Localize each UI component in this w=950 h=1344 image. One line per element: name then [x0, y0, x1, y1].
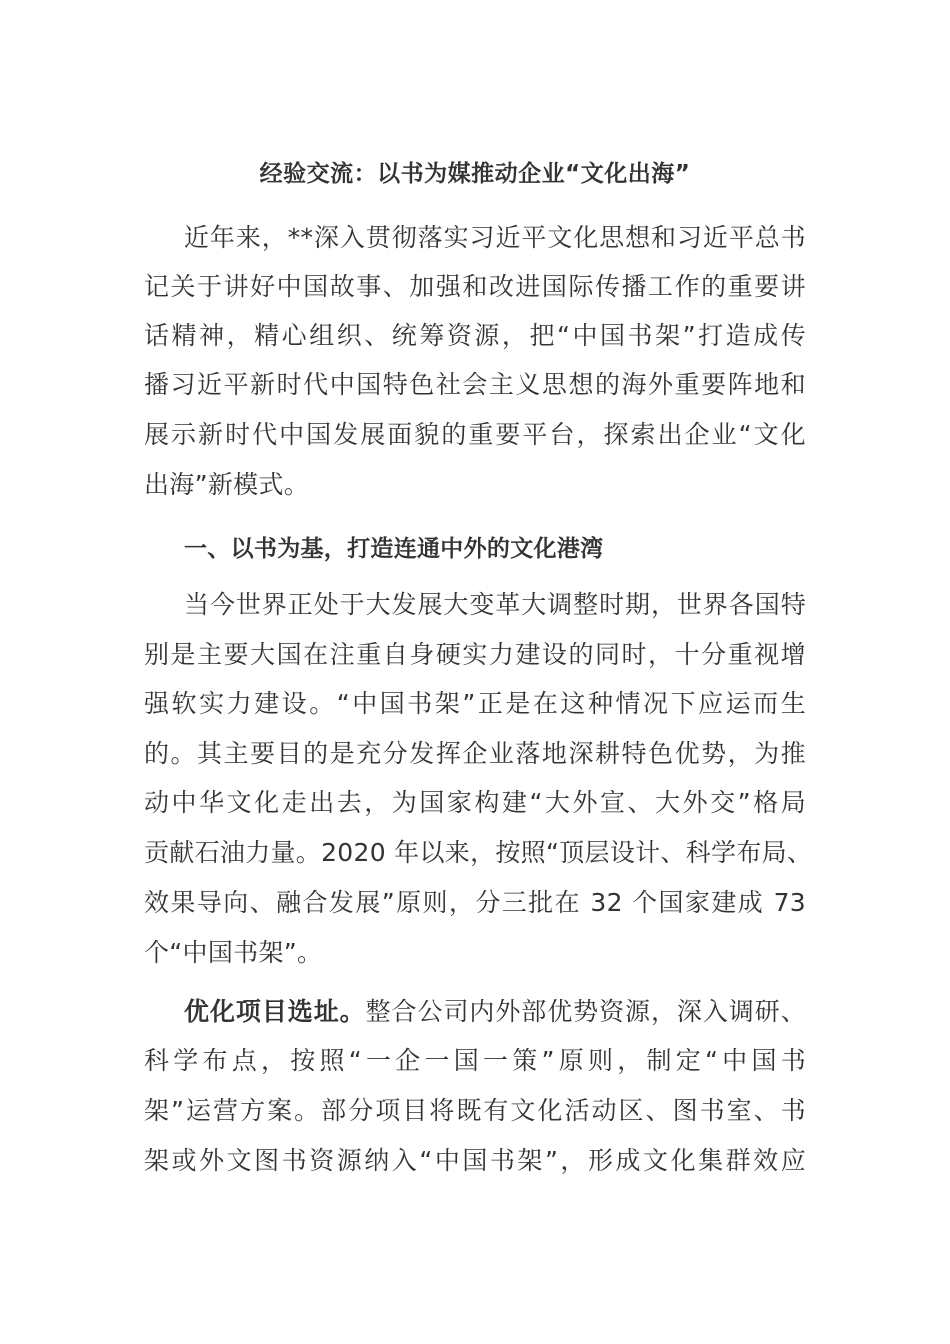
section-paragraph-line: 贡献石油力量。2020 年以来，按照“顶层设计、科学布局、 [144, 838, 813, 867]
intro-line: 展示新时代中国发展面貌的重要平台，探索出企业“文化 [144, 420, 806, 449]
subsection-first-line-text: 整合公司内外部优势资源，深入调研、 [365, 997, 806, 1026]
section-paragraph-line: 当今世界正处于大发展大变革大调整时期，世界各国特 [184, 590, 806, 619]
section-paragraph-line: 强软实力建设。“中国书架”正是在这种情况下应运而生 [144, 689, 806, 718]
subsection-line: 科学布点，按照“一企一国一策”原则，制定“中国书 [144, 1046, 806, 1075]
intro-line: 出海”新模式。 [144, 470, 310, 499]
intro-line: 播习近平新时代中国特色社会主义思想的海外重要阵地和 [144, 370, 806, 399]
subsection-bold-lead: 优化项目选址。 [184, 997, 366, 1026]
subsection-line: 架或外文图书资源纳入“中国书架”，形成文化集群效应 [144, 1146, 806, 1175]
section-paragraph-line: 别是主要大国在注重自身硬实力建设的同时，十分重视增 [144, 640, 806, 669]
intro-line: 近年来，**深入贯彻落实习近平文化思想和习近平总书 [184, 223, 806, 252]
intro-line: 记关于讲好中国故事、加强和改进国际传播工作的重要讲 [144, 272, 806, 301]
subsection-first-line [184, 994, 806, 1030]
section-paragraph-line: 动中华文化走出去，为国家构建“大外宣、大外交”格局 [144, 788, 806, 817]
subsection-line: 架”运营方案。部分项目将既有文化活动区、图书室、书 [144, 1096, 806, 1125]
section-paragraph-line: 效果导向、融合发展”原则，分三批在 32 个国家建成 73 [144, 888, 806, 917]
section-heading: 一、以书为基，打造连通中外的文化港湾 [184, 536, 604, 562]
section-paragraph-line: 的。其主要目的是充分发挥企业落地深耕特色优势，为推 [144, 739, 806, 768]
document-title: 经验交流：以书为媒推动企业“文化出海” [259, 161, 691, 187]
intro-line: 话精神，精心组织、统筹资源，把“中国书架”打造成传 [144, 321, 806, 350]
section-paragraph-line: 个“中国书架”。 [144, 938, 323, 967]
